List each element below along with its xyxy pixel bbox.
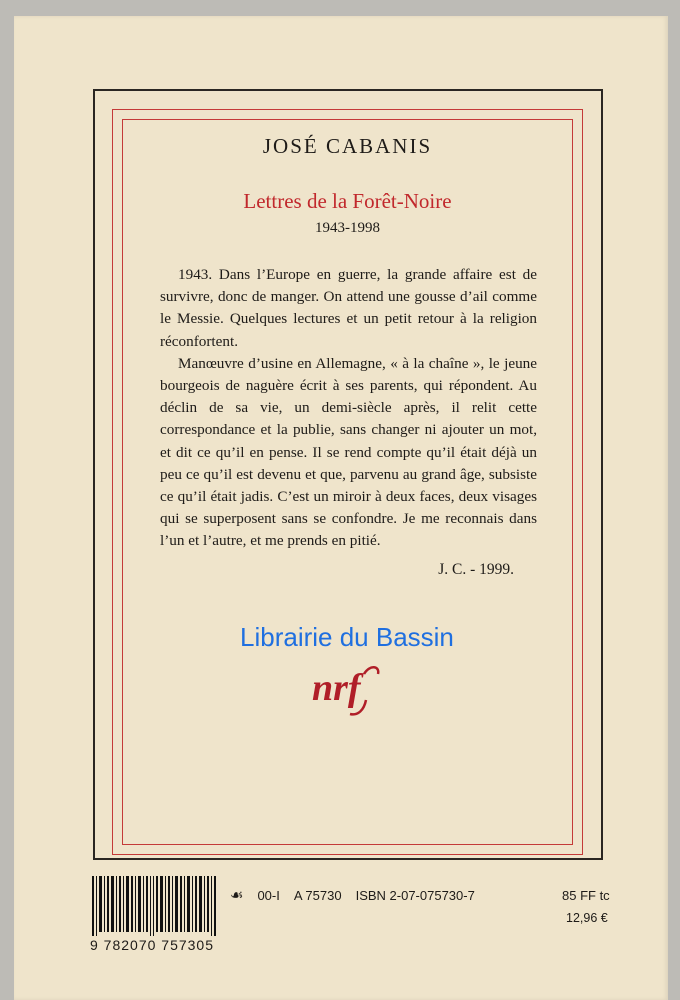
barcode bbox=[90, 876, 220, 936]
code-2: A 75730 bbox=[293, 887, 342, 903]
price-francs: 85 FF tc bbox=[562, 888, 610, 903]
svg-text:nrf: nrf bbox=[312, 667, 361, 709]
signature: J. C. - 1999. bbox=[438, 561, 514, 578]
book-years: 1943-1998 bbox=[315, 220, 380, 236]
code-1: 00-I bbox=[257, 887, 280, 903]
price-euros: 12,96 € bbox=[566, 911, 608, 925]
author-name: JOSÉ CABANIS bbox=[262, 134, 433, 158]
blurb-paragraph: 1943. Dans l’Europe en guerre, la grande affaire est de survivre, donc de manger. On attend une gousse d’ail comme le Messie. Quelques lectures et un petit retour à la religion réconfortent. bbox=[160, 266, 537, 350]
book-title: Lettres de la Forêt-Noire bbox=[243, 189, 452, 213]
isbn: ISBN 2-07-075730-7 bbox=[355, 887, 475, 903]
blurb-paragraph: Manœuvre d’usine en Allemagne, « à la chaîne », le jeune bourgeois de naguère écrit à ses parents, qui répondent. Au déclin de sa vie, un demi-siècle après, il relit cette correspondance et la publie, sans changer ni ajouter un mot, et dit ce qu’il en pense. Il se rend compte qu’il était déjà un peu ce qu’il est devenu et que, parvenu au grand âge, subsiste ce qu’il était jadis. C’est un miroir à deux faces, deux visages qui se superposent sans se confondre. Je me reconnais dans l’un et l’autre, et me prends en pitié. bbox=[160, 354, 537, 550]
barcode-number: 9 782070 757305 bbox=[90, 937, 214, 953]
nrf-logo bbox=[308, 660, 388, 725]
bookshop-stamp: Librairie du Bassin bbox=[240, 622, 454, 652]
gallimard-mark-icon: ☙ bbox=[230, 887, 244, 904]
isbn-line bbox=[230, 886, 475, 904]
blurb-text bbox=[160, 264, 537, 553]
